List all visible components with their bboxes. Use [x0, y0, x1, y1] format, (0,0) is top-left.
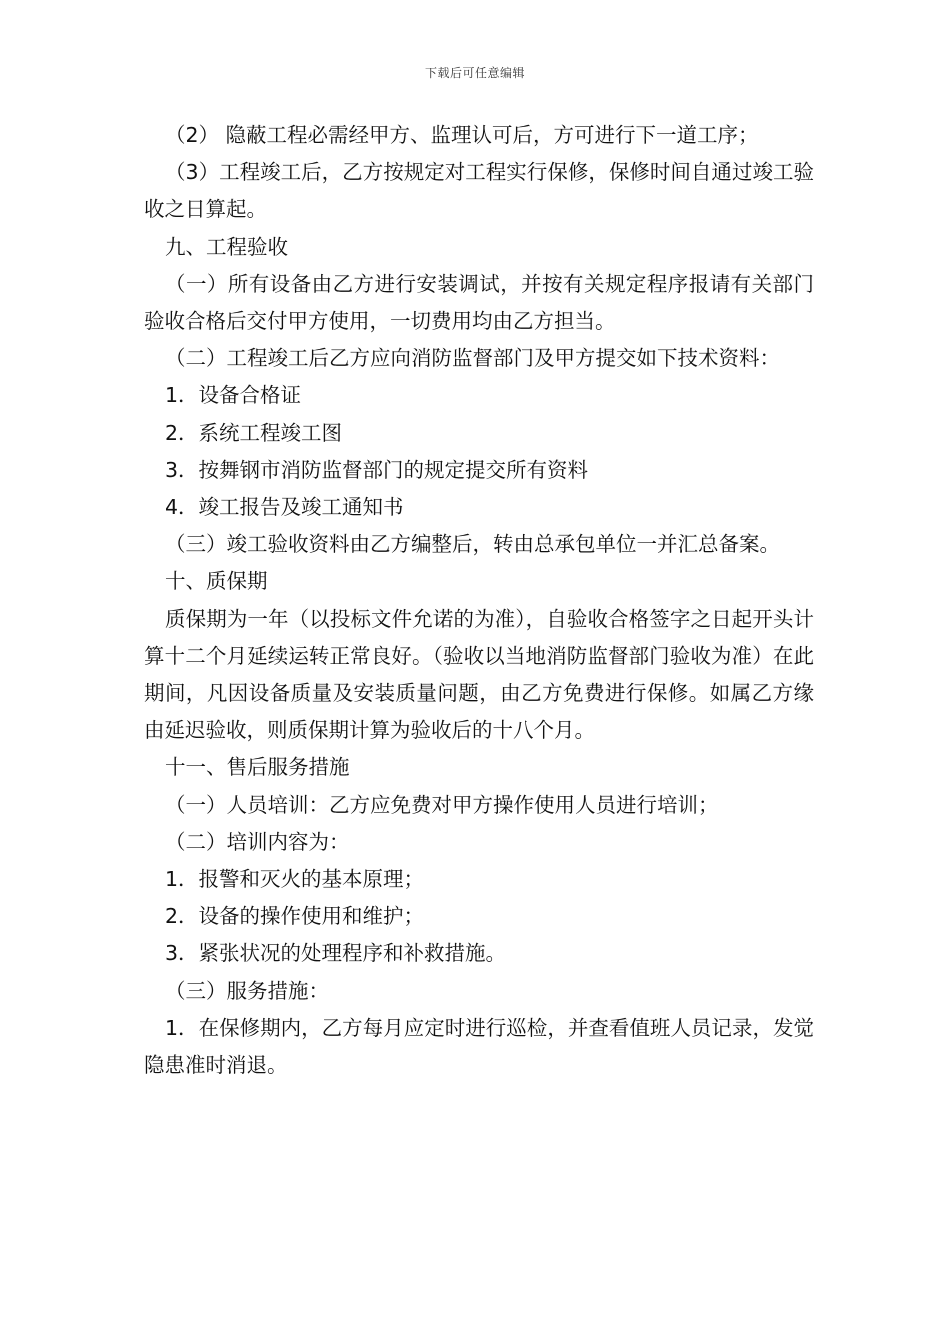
paragraph-training-content: （二）培训内容为：	[165, 829, 350, 854]
list-item-all-materials: 3．按舞钢市消防监督部门的规定提交所有资料	[165, 457, 589, 482]
paragraph-staff-training: （一）人员培训：乙方应免费对甲方操作使用人员进行培训；	[165, 792, 719, 817]
list-item-emergency-procedures: 3．紧张状况的处理程序和补救措施。	[165, 941, 507, 966]
list-item-completion-report: 4．竣工报告及竣工通知书	[165, 495, 404, 520]
list-item-alarm-principles: 1．报警和灭火的基本原理；	[165, 867, 425, 892]
paragraph-technical-materials: （二）工程竣工后乙方应向消防监督部门及甲方提交如下技术资料：	[165, 346, 780, 371]
paragraph-warranty-start: （3）工程竣工后，乙方按规定对工程实行保修，保修时间自通过竣工验收之日算起。	[144, 160, 814, 222]
paragraph-warranty-period: 质保期为一年（以投标文件允诺的为准），自验收合格签字之日起开头计算十二个月延续运转正常良好。（验收以当地消防监督部门验收为准）在此期间，凡因设备质量及安装质量问题，由乙方免费进行保修。如属乙方缘由延迟验收，则质保期计算为验收后的十八个月。	[144, 606, 814, 743]
list-item-certificate: 1．设备合格证	[165, 383, 302, 408]
paragraph-service-measures: （三）服务措施：	[165, 978, 329, 1003]
document-body	[144, 117, 814, 1084]
list-item-completion-drawing: 2．系统工程竣工图	[165, 420, 343, 445]
paragraph-acceptance-archive: （三）竣工验收资料由乙方编整后，转由总承包单位一并汇总备案。	[165, 532, 780, 557]
paragraph-installation-debugging: （一）所有设备由乙方进行安装调试，并按有关规定程序报请有关部门验收合格后交付甲方使用，一切费用均由乙方担当。	[144, 271, 814, 334]
section-heading-warranty: 十、质保期	[165, 569, 268, 594]
section-heading-acceptance: 九、工程验收	[165, 234, 288, 259]
page-header: 下载后可任意编辑	[424, 66, 525, 80]
paragraph-concealed-works: （2） 隐蔽工程必需经甲方、监理认可后，方可进行下一道工序；	[165, 123, 759, 147]
list-item-equipment-operation: 2．设备的操作使用和维护；	[165, 904, 425, 929]
section-heading-after-sales: 十一、售后服务措施	[165, 755, 350, 780]
list-item-monthly-inspection: 1．在保修期内，乙方每月应定时进行巡检，并查看值班人员记录，发觉隐患准时消退。	[144, 1015, 814, 1078]
